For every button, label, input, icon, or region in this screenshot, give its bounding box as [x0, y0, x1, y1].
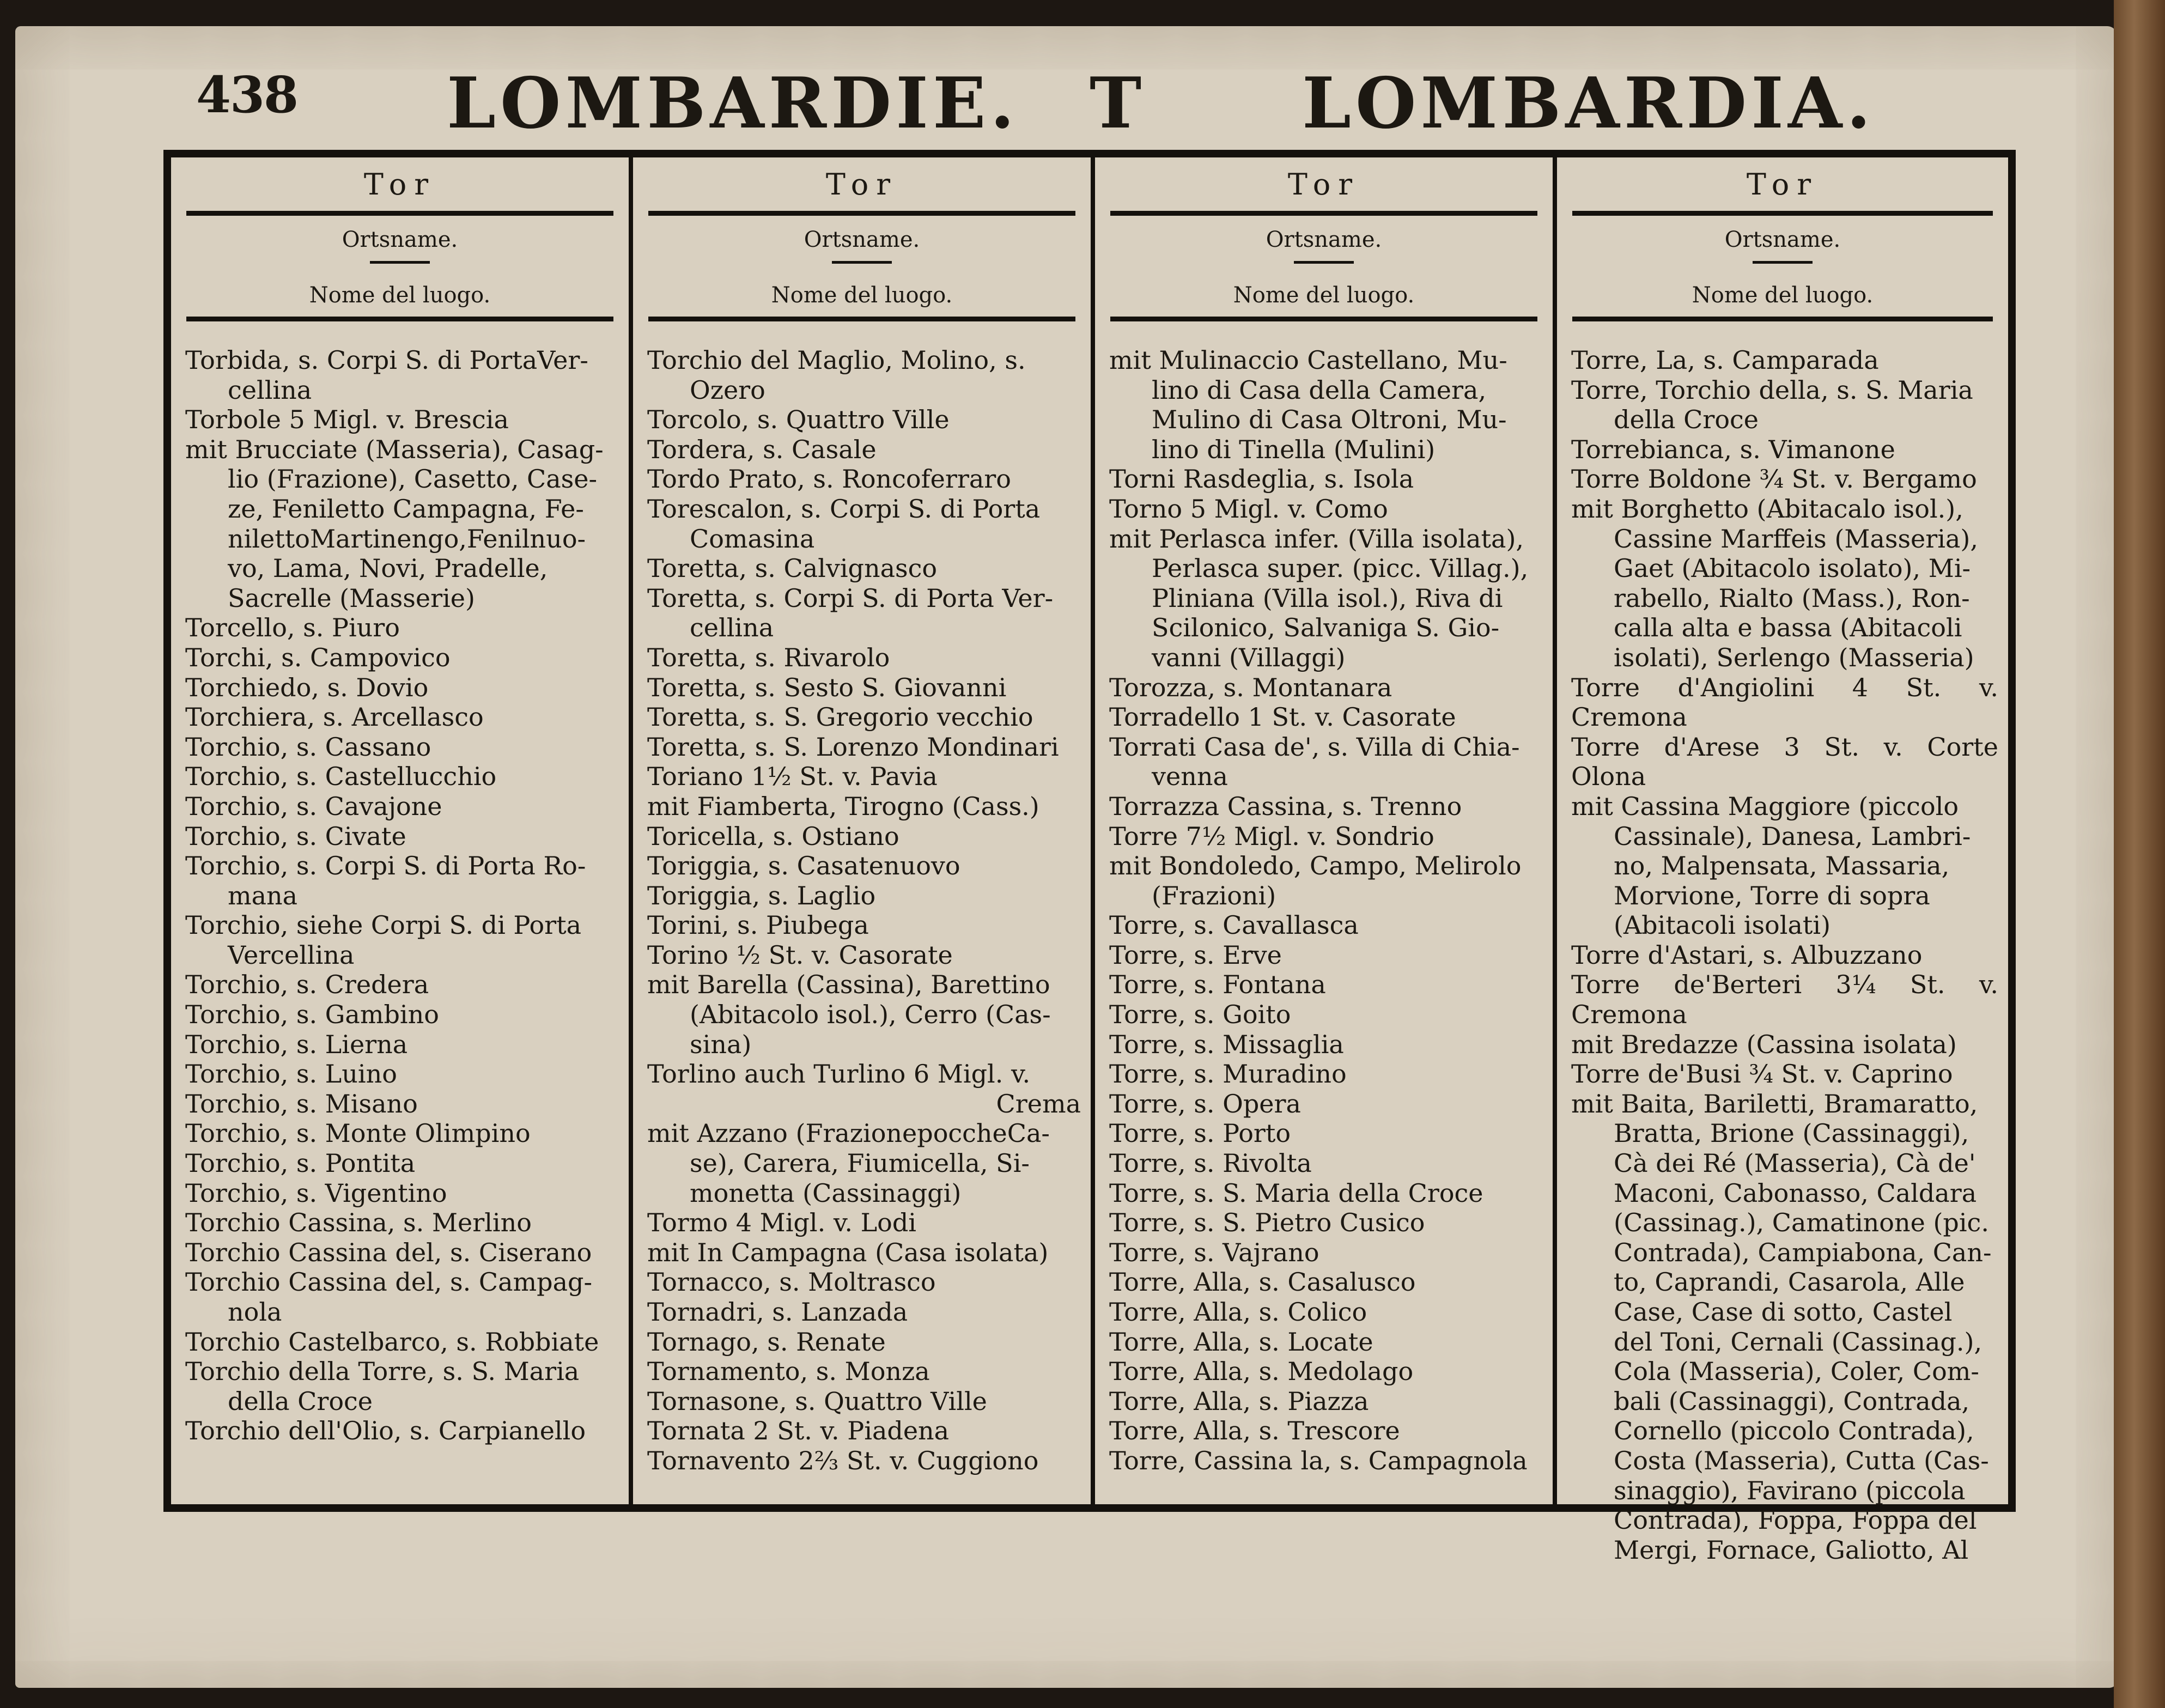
entry-line: Perlasca super. (picc. Villag.), [1152, 554, 1529, 583]
entry-line: Torre d'Angiolini 4 St. v. Cremona [1571, 672, 1998, 732]
entry-line: Scilonico, Salvaniga S. Gio- [1152, 613, 1500, 643]
entry-line: Torchio del Maglio, Molino, s. [647, 345, 1026, 375]
entry-line: Torre, Torchio della, s. S. Maria [1571, 375, 1973, 405]
entry-line: Torni Rasdeglia, s. Isola [1109, 464, 1414, 494]
entry-line: lio (Frazione), Casetto, Case- [228, 464, 598, 494]
entry-line: no, Malpensata, Massaria, [1614, 851, 1950, 881]
entry-line: Toriano 1½ St. v. Pavia [647, 762, 938, 792]
entry-line: Torre 7½ Migl. v. Sondrio [1109, 821, 1434, 851]
header-mini-rule [370, 261, 430, 264]
entry-line: Torre d'Astari, s. Albuzzano [1571, 940, 1923, 970]
entry-line: Tornago, s. Renate [647, 1327, 886, 1357]
entry-line: se), Carera, Fiumicella, Si- [690, 1148, 1030, 1178]
entry-line: Torchio Cassina del, s. Ciserano [185, 1237, 592, 1267]
entry-line: calla alta e bassa (Abitacoli [1614, 613, 1962, 643]
column-1 [171, 157, 629, 1504]
entry-line: Torbole 5 Migl. v. Brescia [185, 405, 509, 435]
entry-line: Torre, s. S. Maria della Croce [1109, 1178, 1483, 1208]
entry-line: Torchio, s. Monte Olimpino [185, 1119, 531, 1148]
entry-line: Contrada), Campiabona, Can- [1614, 1237, 1992, 1267]
entry-line: Tornata 2 St. v. Piadena [647, 1416, 950, 1446]
entry-list [1109, 345, 1543, 1476]
entry-line: Costa (Masseria), Cutta (Cas- [1614, 1445, 1989, 1475]
entry-line: mit Borghetto (Abitacalo isol.), [1571, 494, 1963, 524]
entry-line: Torchi, s. Campovico [185, 642, 451, 672]
column-subtitle-it: Nome del luogo. [309, 283, 491, 308]
entry-line: cellina [228, 375, 312, 405]
column-header [1095, 157, 1553, 326]
entry-line: Toriggia, s. Laglio [647, 880, 876, 910]
entry-line: Toriggia, s. Casatenuovo [647, 851, 960, 881]
entry-line: Sacrelle (Masserie) [228, 583, 475, 613]
entry-line: Contrada), Foppa, Foppa del [1614, 1505, 1977, 1535]
column-subtitle-de: Ortsname. [804, 227, 920, 252]
entry-line: lino di Casa della Camera, [1152, 375, 1487, 405]
header-rule [648, 317, 1075, 321]
column-header [633, 157, 1091, 326]
entry-line: Case, Case di sotto, Castel [1614, 1297, 1953, 1327]
entry-line: del Toni, Cernali (Cassinag.), [1614, 1327, 1982, 1357]
entry-line: Toricella, s. Ostiano [647, 821, 899, 851]
entry-line: Torno 5 Migl. v. Como [1109, 494, 1388, 524]
entry-line: Crema [996, 1089, 1081, 1119]
entry-line: Morvione, Torre di sopra [1614, 880, 1930, 910]
column-divider [1091, 157, 1095, 1504]
entry-line: Cornello (piccolo Contrada), [1614, 1416, 1974, 1446]
entry-line: mit Brucciate (Masseria), Casag- [185, 434, 604, 464]
entry-line: (Cassinag.), Camatinone (pic. [1614, 1208, 1989, 1238]
header-rule [1572, 317, 1993, 321]
entry-line: Torchio, s. Corpi S. di Porta Ro- [185, 851, 586, 881]
book-spine [2114, 0, 2165, 1708]
column-subtitle-it: Nome del luogo. [771, 283, 953, 308]
entry-line: Torre, s. Missaglia [1109, 1029, 1344, 1059]
entry-line: Torre de'Berteri 3¼ St. v. Cremona [1571, 970, 1998, 1030]
entry-line: lino di Tinella (Mulini) [1152, 434, 1436, 464]
entry-line: mit In Campagna (Casa isolata) [647, 1237, 1049, 1267]
entry-line: Torre, Cassina la, s. Campagnola [1109, 1445, 1528, 1475]
entry-line: Tornasone, s. Quattro Ville [647, 1386, 987, 1416]
header-mini-rule [832, 261, 892, 264]
entry-line: Torcello, s. Piuro [185, 613, 400, 643]
entry-line: Vercellina [228, 940, 355, 970]
entry-line: Mulino di Casa Oltroni, Mu- [1152, 405, 1507, 435]
entry-line: bali (Cassinaggi), Contrada, [1614, 1386, 1970, 1416]
entry-line: Tordo Prato, s. Roncoferraro [647, 464, 1011, 494]
column-3 [1095, 157, 1553, 1504]
entry-line: Toretta, s. Calvignasco [647, 554, 938, 583]
column-title: Tor [363, 167, 436, 202]
header-right: LOMBARDIA. [1302, 63, 1875, 144]
entry-line: Toretta, s. Sesto S. Giovanni [647, 672, 1007, 702]
entry-line: Torescalon, s. Corpi S. di Porta [647, 494, 1041, 524]
header-mini-rule [1753, 261, 1813, 264]
entry-line: Torchio Castelbarco, s. Robbiate [185, 1327, 599, 1357]
entry-line: vanni (Villaggi) [1152, 642, 1346, 672]
entry-line: Torchio, s. Castellucchio [185, 762, 497, 792]
entry-line: Torre, Alla, s. Colico [1109, 1297, 1367, 1327]
entry-line: Cassinale), Danesa, Lambri- [1614, 821, 1971, 851]
header-rule [648, 211, 1075, 216]
entry-line: Torre, La, s. Camparada [1571, 345, 1879, 375]
entry-line: sinaggio), Favirano (piccola [1614, 1475, 1966, 1505]
entry-line: Torre, Alla, s. Locate [1109, 1327, 1373, 1357]
entry-line: (Abitacoli isolati) [1614, 910, 1831, 940]
entry-line: mit Bredazze (Cassina isolata) [1571, 1029, 1957, 1059]
entry-line: mit Azzano (FrazionepoccheCa- [647, 1119, 1050, 1148]
column-subtitle-de: Ortsname. [1724, 227, 1841, 252]
entry-line: Tornavento 2⅔ St. v. Cuggiono [647, 1445, 1039, 1475]
entry-line: (Abitacolo isol.), Cerro (Cas- [690, 1000, 1051, 1030]
entry-line: Torbida, s. Corpi S. di PortaVer- [185, 345, 588, 375]
entry-line: monetta (Cassinaggi) [690, 1178, 962, 1208]
entry-line: Torchio, s. Misano [185, 1089, 418, 1119]
entry-line: Toretta, s. S. Gregorio vecchio [647, 702, 1033, 732]
entry-line: mit Mulinaccio Castellano, Mu- [1109, 345, 1507, 375]
entry-line: Tornacco, s. Moltrasco [647, 1267, 936, 1297]
entry-line: Torchio, s. Lierna [185, 1029, 408, 1059]
column-divider [1553, 157, 1557, 1504]
entry-line: Torre d'Arese 3 St. v. Corte Olona [1571, 732, 1998, 792]
column-subtitle-de: Ortsname. [1266, 227, 1382, 252]
entry-line: Cassine Marffeis (Masseria), [1614, 524, 1978, 554]
entry-line: Pliniana (Villa isol.), Riva di [1152, 583, 1503, 613]
entry-line: Tornadri, s. Lanzada [647, 1297, 908, 1327]
column-title: Tor [1746, 167, 1819, 202]
column-header [1557, 157, 2008, 326]
header-rule [1572, 211, 1993, 216]
header-left: LOMBARDIE. [447, 63, 1019, 144]
entry-line: della Croce [1614, 405, 1759, 435]
entry-line: rabello, Rialto (Mass.), Ron- [1614, 583, 1970, 613]
column-subtitle-it: Nome del luogo. [1692, 283, 1874, 308]
entry-line: Torre, s. Erve [1109, 940, 1282, 970]
entry-line: Toretta, s. Corpi S. di Porta Ver- [647, 583, 1054, 613]
entry-line: Toretta, s. S. Lorenzo Mondinari [647, 732, 1059, 762]
entry-line: mit Baita, Bariletti, Bramaratto, [1571, 1089, 1978, 1119]
entry-line: Bratta, Brione (Cassinaggi), [1614, 1119, 1969, 1148]
entry-line: Torre, Alla, s. Piazza [1109, 1386, 1369, 1416]
entry-line: Torini, s. Piubega [647, 910, 869, 940]
header-rule [1110, 317, 1537, 321]
entry-line: Tormo 4 Migl. v. Lodi [647, 1208, 917, 1238]
entry-line: della Croce [228, 1386, 373, 1416]
column-2 [633, 157, 1091, 1504]
entry-line: Torchio, s. Pontita [185, 1148, 416, 1178]
entry-line: Toretta, s. Rivarolo [647, 642, 890, 672]
entry-line: Torchio, s. Cavajone [185, 791, 442, 821]
column-title: Tor [825, 167, 898, 202]
entry-line: Torre de'Busi ¾ St. v. Caprino [1571, 1059, 1953, 1089]
entry-line: Torchio Cassina del, s. Campag- [185, 1267, 593, 1297]
entry-line: (Frazioni) [1152, 880, 1276, 910]
entry-line: Torchio, s. Civate [185, 821, 406, 851]
entry-line: Torre, Alla, s. Medolago [1109, 1357, 1414, 1387]
entry-line: Gaet (Abitacolo isolato), Mi- [1614, 554, 1971, 583]
entry-line: Ozero [690, 375, 765, 405]
entry-line: Torrati Casa de', s. Villa di Chia- [1109, 732, 1520, 762]
column-title: Tor [1287, 167, 1360, 202]
entry-line: mit Fiamberta, Tirogno (Cass.) [647, 791, 1039, 821]
header-rule [1110, 211, 1537, 216]
column-divider [629, 157, 633, 1504]
entry-line: Torchio, s. Vigentino [185, 1178, 447, 1208]
entry-line: Torre, s. Opera [1109, 1089, 1301, 1119]
entry-line: Torino ½ St. v. Casorate [647, 940, 953, 970]
entry-line: Torchio, s. Credera [185, 970, 429, 1000]
gazetteer-table [163, 150, 2016, 1565]
entry-line: Torchio, s. Luino [185, 1059, 397, 1089]
entry-list [185, 345, 619, 1446]
entry-list [1571, 345, 1998, 1565]
entry-list [647, 345, 1081, 1476]
entry-line: Torchio della Torre, s. S. Maria [185, 1357, 580, 1387]
entry-line: Mergi, Fornace, Galiotto, Al [1614, 1535, 1969, 1565]
entry-line: Torre, s. Rivolta [1109, 1148, 1312, 1178]
running-header [447, 63, 1875, 144]
entry-line: Torchio, siehe Corpi S. di Porta [185, 910, 582, 940]
entry-line: mit Bondoledo, Campo, Melirolo [1109, 851, 1522, 881]
column-header [171, 157, 629, 326]
header-rule [186, 317, 613, 321]
entry-line: Torchiedo, s. Dovio [185, 672, 429, 702]
entry-line: ze, Feniletto Campagna, Fe- [228, 494, 584, 524]
entry-line: Cola (Masseria), Coler, Com- [1614, 1357, 1979, 1387]
entry-line: Comasina [690, 524, 815, 554]
column-subtitle-de: Ortsname. [342, 227, 458, 252]
entry-line: Torre Boldone ¾ St. v. Bergamo [1571, 464, 1977, 494]
entry-line: Torre, Alla, s. Casalusco [1109, 1267, 1416, 1297]
entry-line: mit Barella (Cassina), Barettino [647, 970, 1050, 1000]
entry-line: venna [1152, 762, 1228, 792]
entry-line: Torchio Cassina, s. Merlino [185, 1208, 532, 1238]
entry-line: Torrazza Cassina, s. Trenno [1109, 791, 1462, 821]
entry-line: Torchio, s. Gambino [185, 1000, 439, 1030]
entry-line: isolati), Serlengo (Masseria) [1614, 642, 1974, 672]
entry-line: Torre, s. Goito [1109, 1000, 1291, 1030]
entry-line: to, Caprandi, Casarola, Alle [1614, 1267, 1965, 1297]
entry-line: Maconi, Cabonasso, Caldara [1614, 1178, 1977, 1208]
entry-line: nola [228, 1297, 282, 1327]
header-mini-rule [1294, 261, 1354, 264]
entry-line: mana [228, 880, 298, 910]
entry-line: Torre, s. Vajrano [1109, 1237, 1319, 1267]
entry-line: cellina [690, 613, 774, 643]
entry-line: nilettoMartinengo,Fenilnuo- [228, 524, 586, 554]
column-subtitle-it: Nome del luogo. [1233, 283, 1415, 308]
entry-line: Torozza, s. Montanara [1109, 672, 1392, 702]
header-letter: T [1090, 63, 1146, 144]
entry-line: Torchio, s. Cassano [185, 732, 431, 762]
entry-line: Tordera, s. Casale [647, 434, 877, 464]
entry-line: Cà dei Ré (Masseria), Cà de' [1614, 1148, 1976, 1178]
entry-line: mit Cassina Maggiore (piccolo [1571, 791, 1959, 821]
entry-line: Torre, s. Porto [1109, 1119, 1291, 1148]
entry-line: mit Perlasca infer. (Villa isolata), [1109, 524, 1524, 554]
entry-line: Torre, s. Muradino [1109, 1059, 1347, 1089]
entry-line: sina) [690, 1029, 752, 1059]
entry-line: Torrebianca, s. Vimanone [1571, 434, 1895, 464]
entry-line: Torradello 1 St. v. Casorate [1109, 702, 1456, 732]
entry-line: Torchio dell'Olio, s. Carpianello [185, 1416, 586, 1446]
entry-line: Torchiera, s. Arcellasco [185, 702, 484, 732]
header-rule [186, 211, 613, 216]
entry-line: Torre, Alla, s. Trescore [1109, 1416, 1400, 1446]
entry-line: Torlino auch Turlino 6 Migl. v. [647, 1059, 1031, 1089]
entry-line: Torcolo, s. Quattro Ville [647, 405, 950, 435]
entry-line: Tornamento, s. Monza [647, 1357, 930, 1387]
entry-line: Torre, s. Cavallasca [1109, 910, 1359, 940]
column-4 [1557, 157, 2008, 1565]
entry-line: Torre, s. Fontana [1109, 970, 1326, 1000]
entry-line: vo, Lama, Novi, Pradelle, [228, 554, 548, 583]
page-number: 438 [196, 65, 298, 124]
entry-line: Torre, s. S. Pietro Cusico [1109, 1208, 1425, 1238]
